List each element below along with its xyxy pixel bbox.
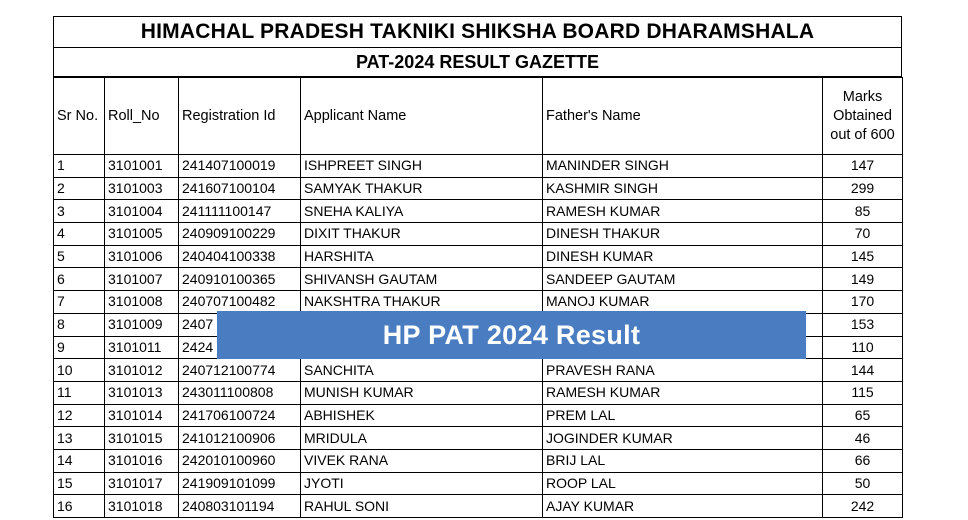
marks-cell: 50 [823, 472, 903, 495]
table-row [54, 177, 903, 200]
marks-cell: 147 [823, 155, 903, 178]
col-header-sr-no: Sr No. [54, 78, 105, 155]
roll-no-cell: 3101009 [105, 313, 179, 336]
registration-id-cell: 2424 [179, 336, 301, 359]
applicant-name-cell: ISHPREET SINGH [301, 155, 543, 178]
roll-no-cell: 3101017 [105, 472, 179, 495]
sr-no-cell: 6 [54, 268, 105, 291]
table-header-row [54, 78, 903, 155]
roll-no-cell: 3101004 [105, 200, 179, 223]
sr-no-cell: 14 [54, 449, 105, 472]
roll-no-cell: 3101012 [105, 359, 179, 382]
registration-id-cell: 241012100906 [179, 427, 301, 450]
marks-cell: 65 [823, 404, 903, 427]
fathers-name-cell: DINESH THAKUR [543, 223, 823, 246]
roll-no-cell: 3101018 [105, 495, 179, 518]
registration-id-cell: 240909100229 [179, 223, 301, 246]
sr-no-cell: 3 [54, 200, 105, 223]
table-row [54, 427, 903, 450]
roll-no-cell: 3101014 [105, 404, 179, 427]
marks-cell: 66 [823, 449, 903, 472]
marks-cell: 145 [823, 245, 903, 268]
roll-no-cell: 3101005 [105, 223, 179, 246]
fathers-name-cell: PRAVESH RANA [543, 359, 823, 382]
table-row [54, 155, 903, 178]
registration-id-cell: 240404100338 [179, 245, 301, 268]
sr-no-cell: 10 [54, 359, 105, 382]
registration-id-cell: 242010100960 [179, 449, 301, 472]
roll-no-cell: 3101008 [105, 291, 179, 314]
roll-no-cell: 3101007 [105, 268, 179, 291]
registration-id-cell: 241909101099 [179, 472, 301, 495]
applicant-name-cell: MUNISH KUMAR [301, 381, 543, 404]
table-row [54, 245, 903, 268]
result-banner: HP PAT 2024 Result [217, 311, 806, 359]
applicant-name-cell: MRIDULA [301, 427, 543, 450]
table-row [54, 381, 903, 404]
fathers-name-cell: ROOP LAL [543, 472, 823, 495]
sr-no-cell: 5 [54, 245, 105, 268]
sr-no-cell: 12 [54, 404, 105, 427]
gazette-title: PAT-2024 RESULT GAZETTE [53, 47, 902, 77]
applicant-name-cell: SNEHA KALIYA [301, 200, 543, 223]
registration-id-cell: 240803101194 [179, 495, 301, 518]
roll-no-cell: 3101015 [105, 427, 179, 450]
sr-no-cell: 7 [54, 291, 105, 314]
roll-no-cell: 3101013 [105, 381, 179, 404]
applicant-name-cell: VIVEK RANA [301, 449, 543, 472]
table-row [54, 495, 903, 518]
results-table [53, 77, 903, 518]
sr-no-cell: 11 [54, 381, 105, 404]
marks-cell: 70 [823, 223, 903, 246]
marks-cell: 85 [823, 200, 903, 223]
table-row [54, 449, 903, 472]
fathers-name-cell: SANDEEP GAUTAM [543, 268, 823, 291]
board-title: HIMACHAL PRADESH TAKNIKI SHIKSHA BOARD DHARAMSHALA [53, 16, 902, 47]
registration-id-cell: 240707100482 [179, 291, 301, 314]
col-header-fathers-name: Father's Name [543, 78, 823, 155]
applicant-name-cell: JYOTI [301, 472, 543, 495]
applicant-name-cell: HARSHITA [301, 245, 543, 268]
result-gazette-sheet [53, 16, 902, 518]
table-row [54, 291, 903, 314]
table-row [54, 359, 903, 382]
registration-id-cell: 241407100019 [179, 155, 301, 178]
registration-id-cell: 240910100365 [179, 268, 301, 291]
marks-cell: 144 [823, 359, 903, 382]
applicant-name-cell: ABHISHEK [301, 404, 543, 427]
roll-no-cell: 3101011 [105, 336, 179, 359]
fathers-name-cell: JOGINDER KUMAR [543, 427, 823, 450]
registration-id-cell: 2407 [179, 313, 301, 336]
fathers-name-cell: MANINDER SINGH [543, 155, 823, 178]
fathers-name-cell: KASHMIR SINGH [543, 177, 823, 200]
fathers-name-cell: PREM LAL [543, 404, 823, 427]
sr-no-cell: 2 [54, 177, 105, 200]
applicant-name-cell: RAHUL SONI [301, 495, 543, 518]
marks-cell: 242 [823, 495, 903, 518]
table-row [54, 268, 903, 291]
sr-no-cell: 4 [54, 223, 105, 246]
roll-no-cell: 3101006 [105, 245, 179, 268]
col-header-roll-no: Roll_No [105, 78, 179, 155]
sr-no-cell: 16 [54, 495, 105, 518]
col-header-marks: Marks Obtained out of 600 [823, 78, 903, 155]
table-row [54, 472, 903, 495]
marks-cell: 153 [823, 313, 903, 336]
applicant-name-cell: SAMYAK THAKUR [301, 177, 543, 200]
applicant-name-cell: SHIVANSH GAUTAM [301, 268, 543, 291]
applicant-name-cell: SANCHITA [301, 359, 543, 382]
marks-cell: 46 [823, 427, 903, 450]
fathers-name-cell: MANOJ KUMAR [543, 291, 823, 314]
table-row [54, 200, 903, 223]
sr-no-cell: 13 [54, 427, 105, 450]
applicant-name-cell: NAKSHTRA THAKUR [301, 291, 543, 314]
registration-id-cell: 241111100147 [179, 200, 301, 223]
roll-no-cell: 3101016 [105, 449, 179, 472]
col-header-registration-id: Registration Id [179, 78, 301, 155]
registration-id-cell: 241607100104 [179, 177, 301, 200]
table-row [54, 404, 903, 427]
fathers-name-cell: BRIJ LAL [543, 449, 823, 472]
table-row [54, 223, 903, 246]
marks-cell: 149 [823, 268, 903, 291]
roll-no-cell: 3101001 [105, 155, 179, 178]
fathers-name-cell: RAMESH KUMAR [543, 381, 823, 404]
applicant-name-cell: DIXIT THAKUR [301, 223, 543, 246]
sr-no-cell: 1 [54, 155, 105, 178]
roll-no-cell: 3101003 [105, 177, 179, 200]
fathers-name-cell: DINESH KUMAR [543, 245, 823, 268]
sr-no-cell: 9 [54, 336, 105, 359]
registration-id-cell: 241706100724 [179, 404, 301, 427]
fathers-name-cell: AJAY KUMAR [543, 495, 823, 518]
fathers-name-cell: RAMESH KUMAR [543, 200, 823, 223]
marks-cell: 110 [823, 336, 903, 359]
registration-id-cell: 240712100774 [179, 359, 301, 382]
sr-no-cell: 8 [54, 313, 105, 336]
marks-cell: 115 [823, 381, 903, 404]
sr-no-cell: 15 [54, 472, 105, 495]
col-header-applicant-name: Applicant Name [301, 78, 543, 155]
registration-id-cell: 243011100808 [179, 381, 301, 404]
marks-cell: 299 [823, 177, 903, 200]
marks-cell: 170 [823, 291, 903, 314]
